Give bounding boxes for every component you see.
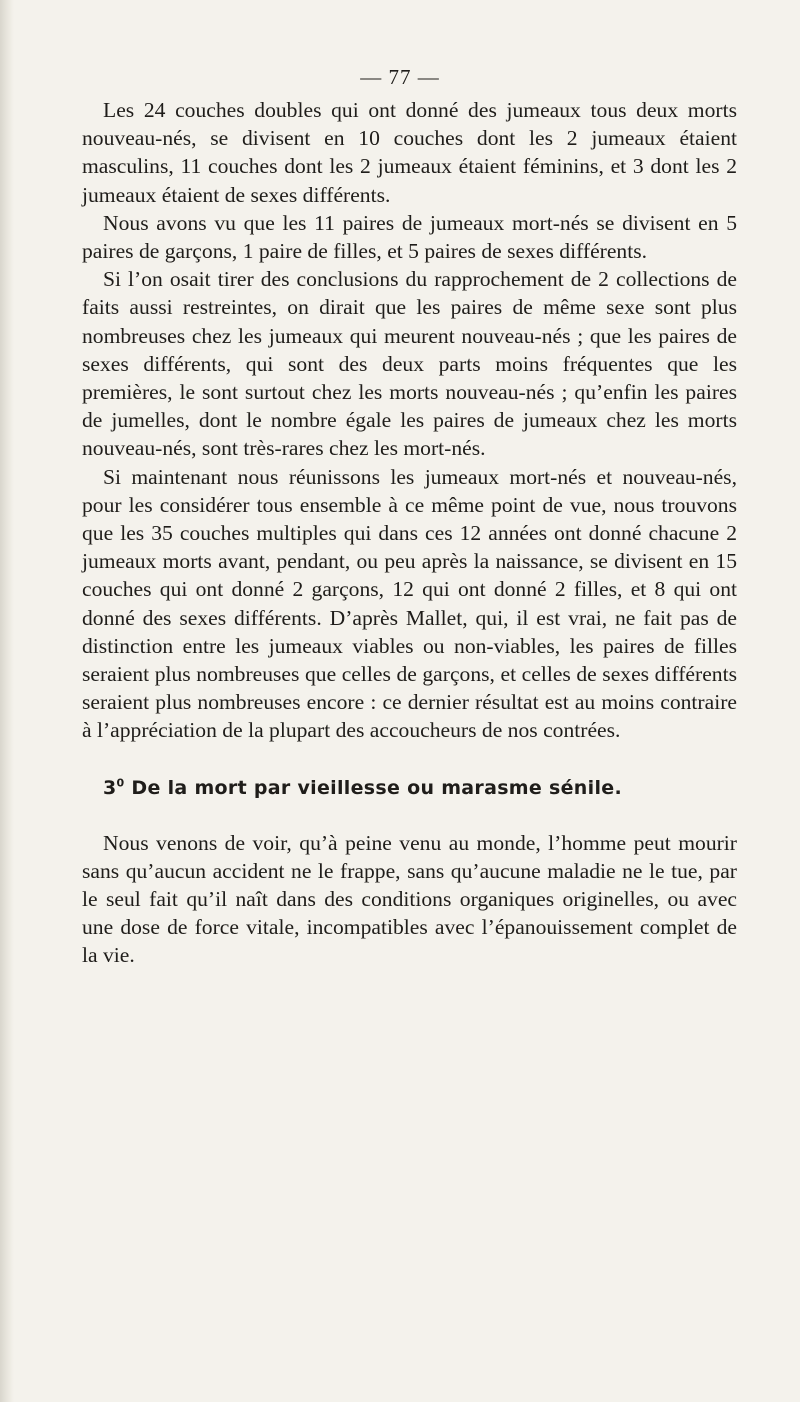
section-number-superscript: 0: [116, 776, 125, 790]
page-binding-edge: [0, 0, 14, 1402]
section-title: De la mort par vieillesse ou marasme sénile.: [131, 776, 622, 799]
paragraph-mort-vieillesse: Nous venons de voir, qu’à peine venu au monde, l’homme peut mourir sans qu’aucun accident ne le frappe, sans qu’aucune maladie ne le tue, par le seul fait qu’il naît dans des conditions organiques originelles, ou avec une dose de force vitale, incompatibles avec l’épanouissement complet de la vie.: [82, 830, 737, 968]
page-number: — 77 —: [360, 65, 440, 89]
section-heading: [82, 775, 737, 801]
body-text: [82, 96, 737, 970]
paragraph-couches-doubles: Les 24 couches doubles qui ont donné des jumeaux tous deux morts nouveau-nés, se divisent en 10 couches dont les 2 jumeaux étaient masculins, 11 couches dont les 2 jumeaux étaient féminins, et 3 dont les 2 jumeaux étaient de sexes différents.: [82, 98, 737, 207]
paragraph-conclusions: Si l’on osait tirer des conclusions du rapprochement de 2 collections de faits aussi restreintes, on dirait que les paires de même sexe sont plus nombreuses chez les jumeaux qui meurent nouveau-nés ; que les paires de sexes différents, qui sont des deux parts moins fréquentes que les premières, le sont surtout chez les morts nouveau-nés ; qu’enfin les paires de jumelles, dont le nombre égale les paires de jumeaux chez les morts nouveau-nés, sont très-rares chez les mort-nés.: [82, 267, 737, 461]
section-number: 3: [103, 776, 117, 799]
paragraph-jumeaux-mort-nes: Nous avons vu que les 11 paires de jumeaux mort-nés se divisent en 5 paires de garçons, 1 paire de filles, et 5 paires de sexes différents.: [82, 210, 737, 264]
paragraph-reunion-jumeaux: Si maintenant nous réunissons les jumeaux mort-nés et nouveau-nés, pour les considérer tous ensemble à ce même point de vue, nous trouvons que les 35 couches multiples qui dans ces 12 années ont donné chacune 2 jumeaux morts avant, pendant, ou peu après la naissance, se divisent en 15 couches qui ont donné 2 garçons, 12 qui ont donné 2 filles, et 8 qui ont donné des sexes différents. D’après Mallet, qui, il est vrai, ne fait pas de distinction entre les jumeaux viables ou non-viables, les paires de filles seraient plus nombreuses que celles de garçons, et celles de sexes différents seraient plus nombreuses encore : ce dernier résultat est au moins contraire à l’appréciation de la plupart des accoucheurs de nos contrées.: [82, 464, 737, 743]
